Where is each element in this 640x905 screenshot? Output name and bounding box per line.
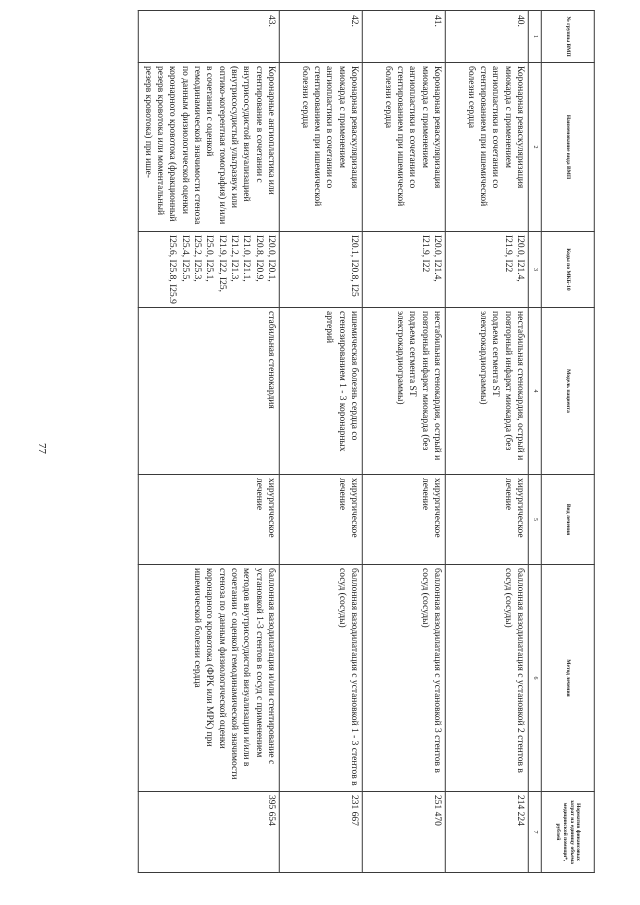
rotated-page bbox=[138, 10, 595, 872]
page-number: 77 bbox=[36, 443, 48, 454]
cell-patient-model: нестабильная стенокардия, острый и повторный инфаркт миокарда (без подъема сегмента ST электрокардиограммы) bbox=[362, 308, 445, 475]
cell-icd: I20.0, I21.4, I21.9, I22 bbox=[362, 232, 445, 308]
header-name: Наименование вида ВМП bbox=[541, 63, 594, 232]
header-cost: Норматив финансовых затрат на единицу объема медицинской помощи*, рублей bbox=[541, 792, 594, 873]
column-number: 2 bbox=[528, 63, 541, 232]
cell-cost: 231 667 bbox=[279, 792, 362, 873]
cell-group: 43. bbox=[139, 11, 280, 63]
cell-treatment-type: хирургическое лечение bbox=[445, 475, 528, 565]
column-number-row bbox=[528, 11, 541, 873]
table-row bbox=[279, 11, 362, 873]
cell-patient-model: ишемическая болезнь сердца со стенозированием 1 - 3 коронарных артерий bbox=[279, 308, 362, 475]
cell-treatment-type: хирургическое лечение bbox=[279, 475, 362, 565]
cell-cost: 251 470 bbox=[362, 792, 445, 873]
header-treatment-type: Вид лечения bbox=[541, 475, 594, 565]
cell-name: Коронарная реваскуляризация миокарда с применением ангиопластики в сочетании со стентированием при ишемической болезни сердца bbox=[279, 63, 362, 232]
cell-group: 41. bbox=[362, 11, 445, 63]
column-number: 6 bbox=[528, 565, 541, 792]
table-row bbox=[445, 11, 528, 873]
cell-treatment-type: хирургическое лечение bbox=[362, 475, 445, 565]
cell-treatment-type: хирургическое лечение bbox=[139, 475, 280, 565]
header-group: № группы ВМП bbox=[541, 11, 594, 63]
cell-name: Коронарные ангиопластика или стентирование в сочетании с внутрисосудистой визуализацией (внутрисосудистый ультразвук или оптико-когерентная томография) и/или в сочетании с оценкой гемодинамической значимости стеноза по данным физиологической оценки коронарного кровотока (фракционный резерв кровотока или моментальный резерв кровотока) при ише- bbox=[139, 63, 280, 232]
cell-cost: 395 654 bbox=[139, 792, 280, 873]
column-number: 1 bbox=[528, 11, 541, 63]
cell-cost: 214 224 bbox=[445, 792, 528, 873]
column-number: 5 bbox=[528, 475, 541, 565]
cell-icd: I20.0, I21.4, I21.9, I22 bbox=[445, 232, 528, 308]
cell-icd: I20.0, I20.1, I20.8, I20.9, I21.0, I21.1, I21.2, I21.3, I21.9, I22, I25, I25.0, I25.1, I25.2, I25.3, I25.4, I25.5, I25.6, I25.8, I25.9 bbox=[139, 232, 280, 308]
cell-icd: I20.1, I20.8, I25 bbox=[279, 232, 362, 308]
header-row bbox=[541, 11, 594, 873]
header-patient-model: Модель пациента bbox=[541, 308, 594, 475]
cell-name: Коронарная реваскуляризация миокарда с применением ангиопластики в сочетании со стентированием при ишемической болезни сердца bbox=[362, 63, 445, 232]
cell-method: баллонная вазодилатация с установкой 2 стентов в сосуд (сосуды) bbox=[445, 565, 528, 792]
cell-method: баллонная вазодилатация с установкой 1 - 3 стентов в сосуд (сосуды) bbox=[279, 565, 362, 792]
cell-patient-model: стабильная стенокардия bbox=[139, 308, 280, 475]
cell-name: Коронарная реваскуляризация миокарда с применением ангиопластики в сочетании со стентированием при ишемической болезни сердца bbox=[445, 63, 528, 232]
cell-group: 42. bbox=[279, 11, 362, 63]
column-number: 4 bbox=[528, 308, 541, 475]
table-row bbox=[139, 11, 280, 873]
cell-method: баллонная вазодилатация с установкой 3 стентов в сосуд (сосуды) bbox=[362, 565, 445, 792]
vmp-table bbox=[138, 10, 595, 873]
cell-patient-model: нестабильная стенокардия, острый и повторный инфаркт миокарда (без подъема сегмента ST электрокардиограммы) bbox=[445, 308, 528, 475]
column-number: 3 bbox=[528, 232, 541, 308]
table-row bbox=[362, 11, 445, 873]
header-method: Метод лечения bbox=[541, 565, 594, 792]
cell-method: баллонная вазодилатация и/или стентирование с установкой 1-3 стентов в сосуд с применением методов внутрисосудистой визуализации и/или в сочетании с оценкой гемодинамической значимости стеноза по данным физиологической оценки коронарного кровотока (ФРК или МРК) при ишемической болезни сердца bbox=[139, 565, 280, 792]
cell-group: 40. bbox=[445, 11, 528, 63]
column-number: 7 bbox=[528, 792, 541, 873]
header-icd: Коды по МКБ-10 bbox=[541, 232, 594, 308]
